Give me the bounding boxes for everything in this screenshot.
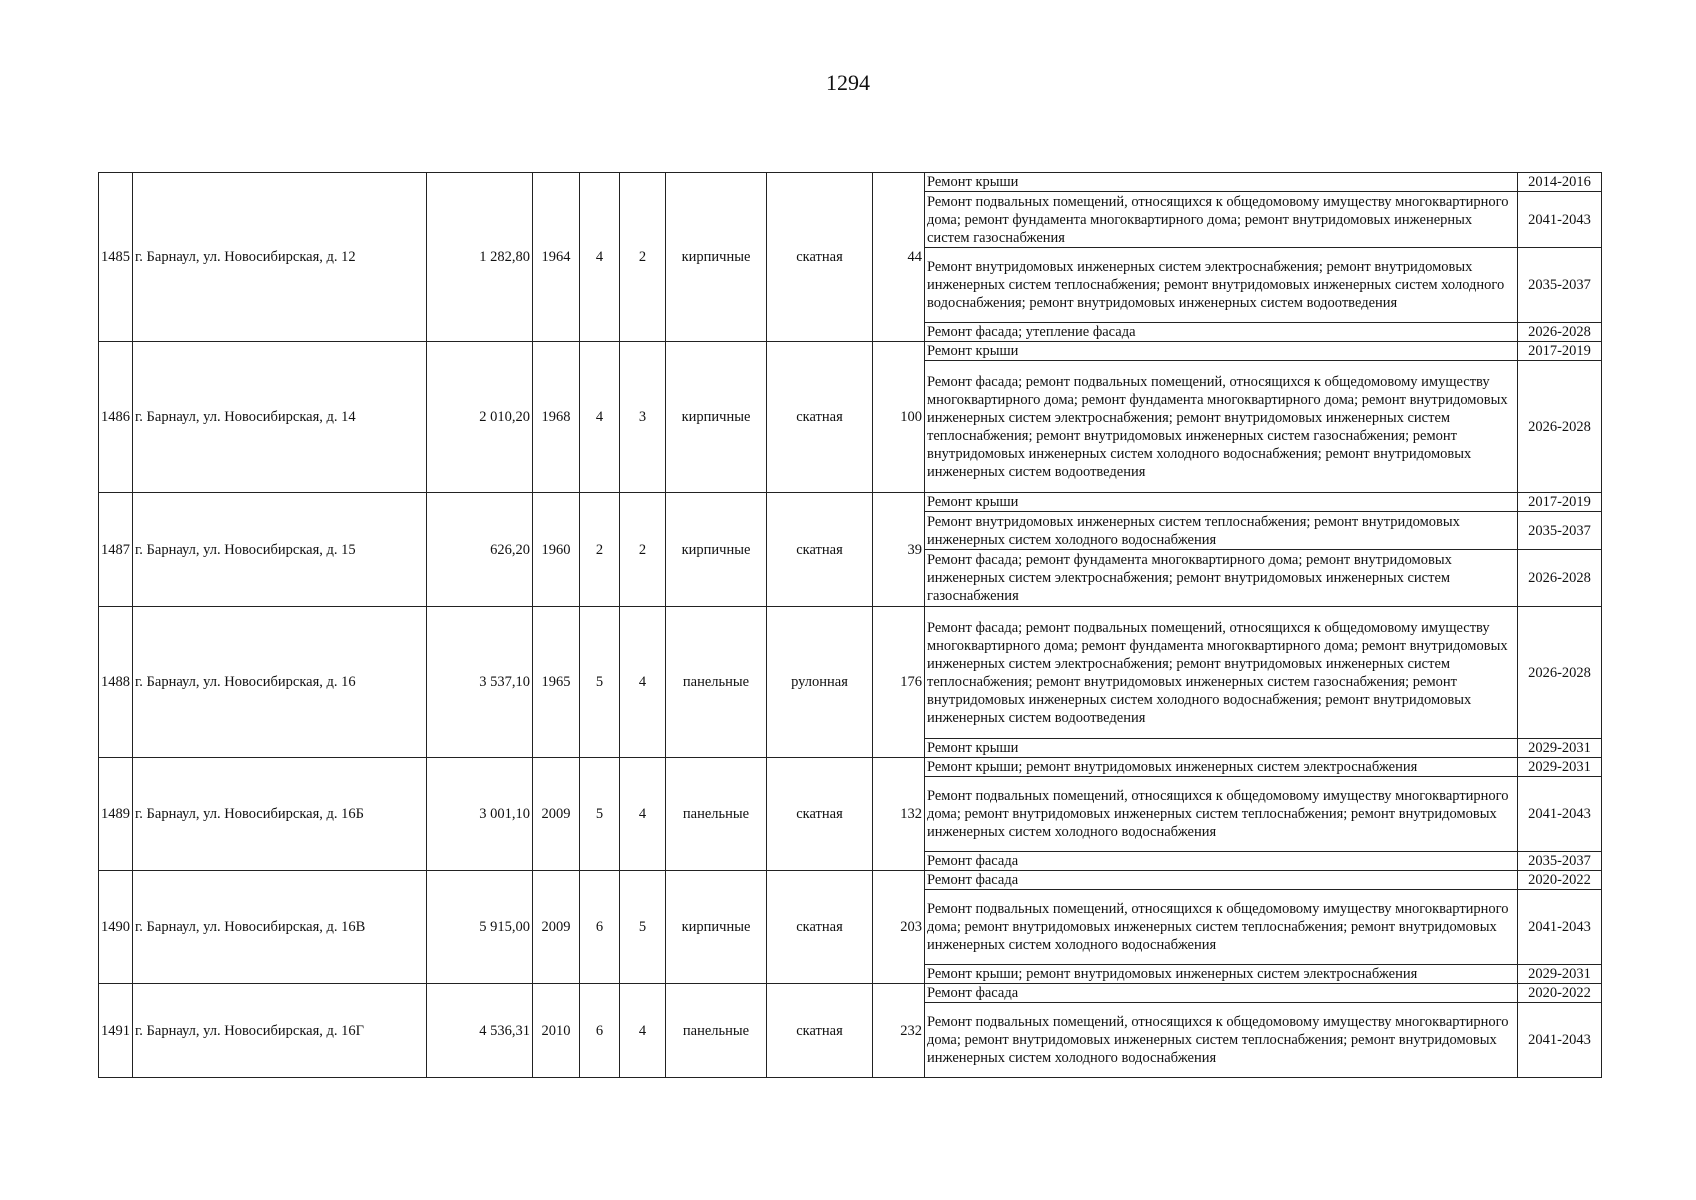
work-period: 2017-2019 [1518,493,1602,512]
house-apartments: 232 [873,984,925,1078]
house-entrances: 4 [620,607,666,758]
work-description: Ремонт крыши [925,493,1518,512]
house-year: 1960 [533,493,580,607]
work-period: 2014-2016 [1518,173,1602,192]
house-area: 3 537,10 [427,607,533,758]
house-area: 1 282,80 [427,173,533,342]
work-description: Ремонт подвальных помещений, относящихся к общедомовому имуществу многоквартирного дома; ремонт внутридомовых инженерных систем теплоснабжения; ремонт внутридомовых инженерных систем холодного водоснабжения [925,1003,1518,1078]
page-number: 1294 [826,70,870,95]
house-floors: 4 [580,342,620,493]
house-apartments: 203 [873,871,925,984]
house-address: г. Барнаул, ул. Новосибирская, д. 16Б [133,758,427,871]
work-description: Ремонт подвальных помещений, относящихся к общедомовому имуществу многоквартирного дома; ремонт фундамента многоквартирного дома; ремонт внутридомовых инженерных систем газоснабжения [925,192,1518,248]
work-period: 2026-2028 [1518,607,1602,739]
house-floors: 5 [580,607,620,758]
house-year: 2009 [533,871,580,984]
house-entrances: 4 [620,984,666,1078]
work-description: Ремонт фасада; ремонт подвальных помещений, относящихся к общедомовому имуществу многоквартирного дома; ремонт фундамента многоквартирного дома; ремонт внутридомовых инженерных систем электроснабжения; ремонт внутридомовых инженерных систем теплоснабжения; ремонт внутридомовых инженерных систем газоснабжения; ремонт внутридомовых инженерных систем холодного водоснабжения; ремонт внутридомовых инженерных систем водоотведения [925,361,1518,493]
house-address: г. Барнаул, ул. Новосибирская, д. 16 [133,607,427,758]
work-description: Ремонт фасада; ремонт подвальных помещений, относящихся к общедомовому имуществу многоквартирного дома; ремонт фундамента многоквартирного дома; ремонт внутридомовых инженерных систем электроснабжения; ремонт внутридомовых инженерных систем теплоснабжения; ремонт внутридомовых инженерных систем газоснабжения; ремонт внутридомовых инженерных систем холодного водоснабжения; ремонт внутридомовых инженерных систем водоотведения [925,607,1518,739]
house-wall-material: кирпичные [666,871,767,984]
registry-body [99,173,1602,1078]
house-number: 1489 [99,758,133,871]
house-address: г. Барнаул, ул. Новосибирская, д. 12 [133,173,427,342]
house-apartments: 132 [873,758,925,871]
work-description: Ремонт фасада [925,852,1518,871]
house-year: 2009 [533,758,580,871]
registry-table [98,172,1602,1078]
work-period: 2026-2028 [1518,361,1602,493]
work-period: 2029-2031 [1518,965,1602,984]
work-period: 2041-2043 [1518,1003,1602,1078]
house-year: 1964 [533,173,580,342]
work-period: 2029-2031 [1518,739,1602,758]
work-period: 2026-2028 [1518,323,1602,342]
work-description: Ремонт подвальных помещений, относящихся к общедомовому имуществу многоквартирного дома; ремонт внутридомовых инженерных систем теплоснабжения; ремонт внутридомовых инженерных систем холодного водоснабжения [925,777,1518,852]
house-apartments: 176 [873,607,925,758]
house-entrances: 3 [620,342,666,493]
house-address: г. Барнаул, ул. Новосибирская, д. 15 [133,493,427,607]
work-period: 2035-2037 [1518,512,1602,550]
table-row [99,493,1602,512]
table-row [99,342,1602,361]
house-number: 1488 [99,607,133,758]
work-period: 2017-2019 [1518,342,1602,361]
work-description: Ремонт подвальных помещений, относящихся к общедомовому имуществу многоквартирного дома; ремонт внутридомовых инженерных систем теплоснабжения; ремонт внутридомовых инженерных систем холодного водоснабжения [925,890,1518,965]
house-year: 2010 [533,984,580,1078]
house-roof-type: скатная [767,758,873,871]
work-period: 2035-2037 [1518,852,1602,871]
work-description: Ремонт внутридомовых инженерных систем электроснабжения; ремонт внутридомовых инженерных систем теплоснабжения; ремонт внутридомовых инженерных систем холодного водоснабжения; ремонт внутридомовых инженерных систем водоотведения [925,248,1518,323]
house-floors: 2 [580,493,620,607]
house-floors: 6 [580,984,620,1078]
house-number: 1490 [99,871,133,984]
house-apartments: 100 [873,342,925,493]
house-year: 1968 [533,342,580,493]
work-description: Ремонт крыши [925,173,1518,192]
work-period: 2026-2028 [1518,550,1602,607]
work-period: 2020-2022 [1518,984,1602,1003]
work-period: 2041-2043 [1518,890,1602,965]
house-floors: 4 [580,173,620,342]
house-number: 1486 [99,342,133,493]
work-description: Ремонт фасада; ремонт фундамента многоквартирного дома; ремонт внутридомовых инженерных систем электроснабжения; ремонт внутридомовых инженерных систем газоснабжения [925,550,1518,607]
house-entrances: 4 [620,758,666,871]
work-description: Ремонт крыши [925,342,1518,361]
house-address: г. Барнаул, ул. Новосибирская, д. 16В [133,871,427,984]
house-area: 626,20 [427,493,533,607]
house-roof-type: рулонная [767,607,873,758]
house-area: 5 915,00 [427,871,533,984]
house-area: 2 010,20 [427,342,533,493]
house-wall-material: кирпичные [666,342,767,493]
house-roof-type: скатная [767,342,873,493]
house-floors: 6 [580,871,620,984]
table-row [99,607,1602,739]
house-apartments: 44 [873,173,925,342]
work-period: 2041-2043 [1518,777,1602,852]
house-roof-type: скатная [767,871,873,984]
work-period: 2020-2022 [1518,871,1602,890]
work-description: Ремонт крыши [925,739,1518,758]
house-entrances: 2 [620,173,666,342]
work-description: Ремонт крыши; ремонт внутридомовых инженерных систем электроснабжения [925,965,1518,984]
work-description: Ремонт фасада [925,871,1518,890]
work-description: Ремонт фасада; утепление фасада [925,323,1518,342]
house-wall-material: панельные [666,758,767,871]
house-area: 4 536,31 [427,984,533,1078]
house-floors: 5 [580,758,620,871]
work-description: Ремонт фасада [925,984,1518,1003]
house-address: г. Барнаул, ул. Новосибирская, д. 16Г [133,984,427,1078]
house-roof-type: скатная [767,493,873,607]
house-apartments: 39 [873,493,925,607]
work-description: Ремонт крыши; ремонт внутридомовых инженерных систем электроснабжения [925,758,1518,777]
table-row [99,173,1602,192]
house-wall-material: панельные [666,984,767,1078]
house-area: 3 001,10 [427,758,533,871]
house-roof-type: скатная [767,984,873,1078]
table-row [99,758,1602,777]
house-entrances: 5 [620,871,666,984]
work-period: 2029-2031 [1518,758,1602,777]
house-wall-material: кирпичные [666,493,767,607]
work-description: Ремонт внутридомовых инженерных систем теплоснабжения; ремонт внутридомовых инженерных систем холодного водоснабжения [925,512,1518,550]
house-number: 1485 [99,173,133,342]
registry-table-wrap [98,172,1602,1078]
house-number: 1491 [99,984,133,1078]
table-row [99,984,1602,1003]
house-wall-material: кирпичные [666,173,767,342]
house-roof-type: скатная [767,173,873,342]
work-period: 2041-2043 [1518,192,1602,248]
table-row [99,871,1602,890]
house-entrances: 2 [620,493,666,607]
house-wall-material: панельные [666,607,767,758]
house-number: 1487 [99,493,133,607]
work-period: 2035-2037 [1518,248,1602,323]
house-year: 1965 [533,607,580,758]
house-address: г. Барнаул, ул. Новосибирская, д. 14 [133,342,427,493]
